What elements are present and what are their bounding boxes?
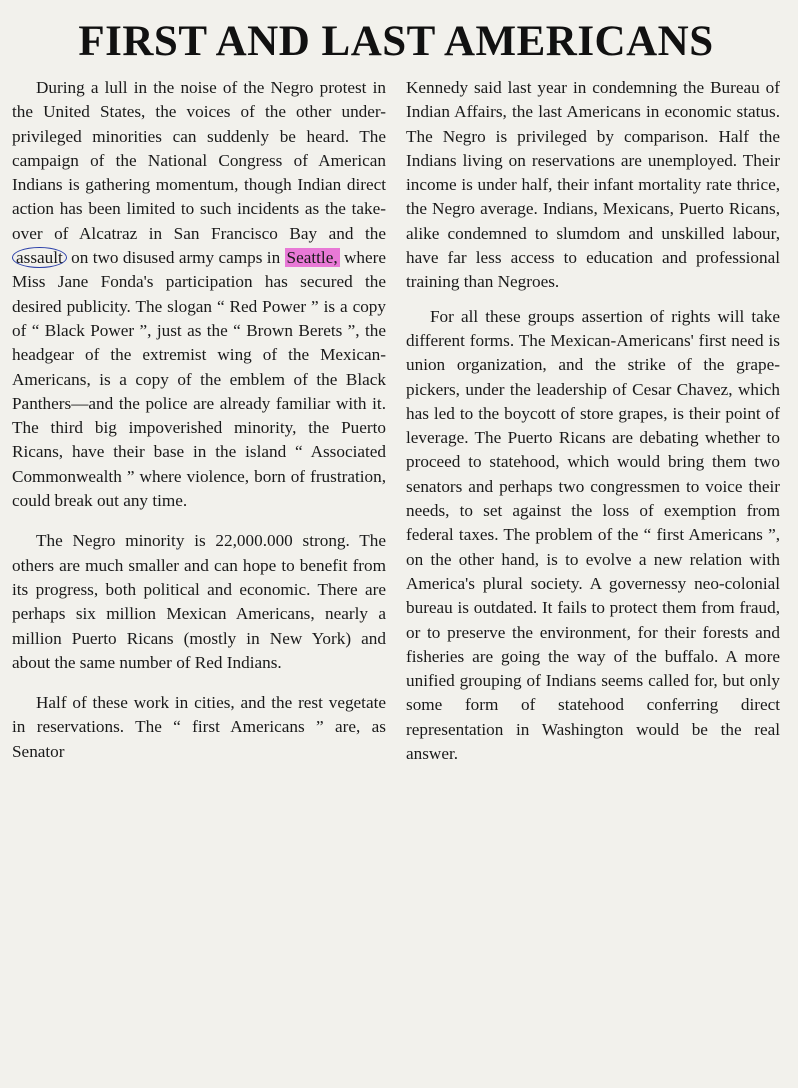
left-p1-text-b: on two disused army camps in xyxy=(66,248,285,268)
highlighted-word-seattle: Seattle, xyxy=(286,248,338,268)
left-paragraph-1 xyxy=(12,76,386,513)
circled-word-assault: assault xyxy=(12,247,67,268)
left-p1-text-a: During a lull in the noise of the Negro protest in the United States, the voices of the other under-privileged minorities can suddenly be heard. The campaign of the National Congress of American Indians is gathering momentum, though Indian direct action has been limited to such incidents as the take-over of Alcatraz in San Francisco Bay and the xyxy=(12,78,386,243)
left-column xyxy=(12,76,386,776)
left-p1-text-c: where Miss Jane Fonda's participation has secured the desired publicity. The slogan “ Red Power ” is a copy of “ Black Power ”, just as the “ Brown Berets ”, the headgear of the extremist wing of the Mexican-Americans, is a copy of the emblem of the Black Panthers—and the police are already familiar with it. The third big impoverished minority, the Puerto Ricans, have their base in the island “ Associated Commonwealth ” where violence, born of frustration, could break out any time. xyxy=(12,248,386,511)
article-headline: FIRST AND LAST AMERICANS xyxy=(78,18,714,65)
left-paragraph-3: Half of these work in cities, and the rest vegetate in reservations. The “ first Americans ” are, as Senator xyxy=(12,693,386,761)
right-column xyxy=(406,76,780,776)
right-paragraph-1: Kennedy said last year in condemning the Bureau of Indian Affairs, the last Americans in economic status. The Negro is privileged by comparison. Half the Indians living on reservations are unemployed. Their income is under half, their infant mortality rate thrice, the Negro average. Indians, Mexicans, Puerto Ricans, alike condemned to slumdom and unskilled labour, have far less access to education and professional training than Negroes. xyxy=(406,78,780,292)
article-columns xyxy=(12,76,780,776)
left-paragraph-2: The Negro minority is 22,000.000 strong. The others are much smaller and can hope to benefit from its progress, both political and economic. There are perhaps six million Mexican Americans, nearly a million Puerto Ricans (mostly in New York) and about the same number of Red Indians. xyxy=(12,531,386,672)
right-paragraph-2: For all these groups assertion of rights will take different forms. The Mexican-Americans' first need is union organization, and the strike of the grape-pickers, under the leadership of Cesar Chavez, which has led to the boycott of store grapes, is their point of leverage. The Puerto Ricans are debating whether to proceed to statehood, which would bring them two senators and perhaps two congressmen to voice their needs, to set against the loss of exemption from federal taxes. The problem of the “ first Americans ”, on the other hand, is to evolve a new relation with America's plural society. A governessy neo-colonial bureau is outdated. It fails to protect them from fraud, or to preserve the environment, for their forests and fisheries are going the way of the buffalo. A more unified grouping of Indians seems called for, but only some form of statehood conferring direct representation in Washington would be the real answer. xyxy=(406,306,780,764)
